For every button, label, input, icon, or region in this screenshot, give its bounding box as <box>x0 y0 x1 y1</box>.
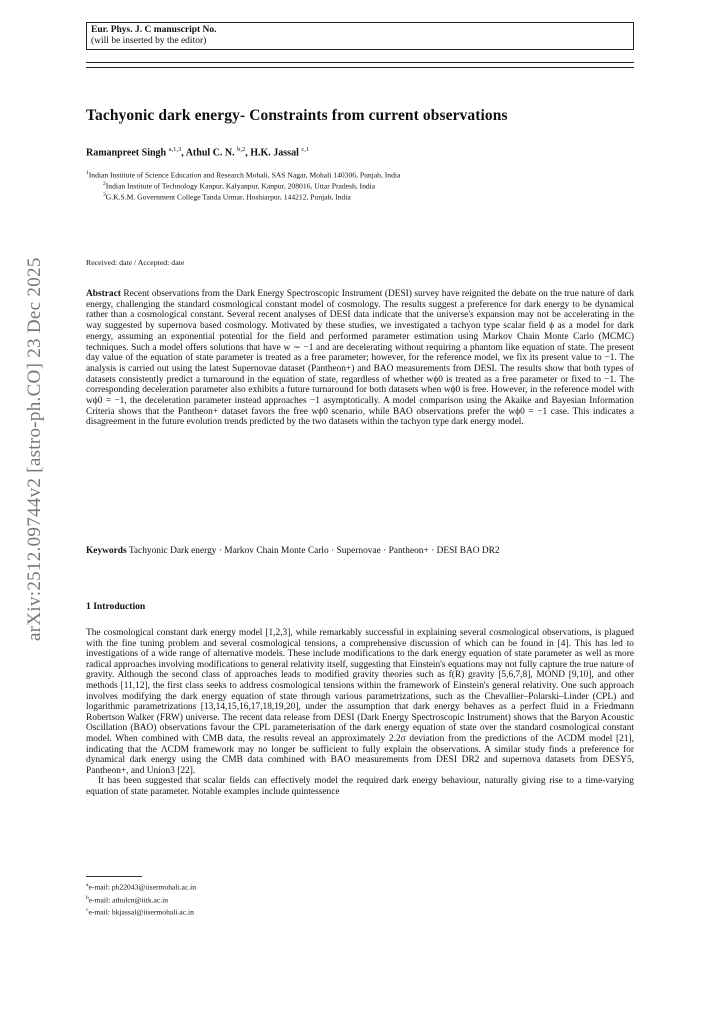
section-heading: 1 Introduction <box>86 601 146 612</box>
author-list: Ramanpreet Singh $^{a,1,3}$, Athul C. N. $^{b,2}$, H.K. Jassal $^{c,1}$ <box>86 146 310 159</box>
abstract <box>86 289 634 428</box>
keywords-label: Keywords <box>86 546 127 556</box>
author-marks: a,1,3 <box>168 146 182 153</box>
affiliation <box>103 190 351 203</box>
introduction-body <box>86 628 634 798</box>
footnote-mark: a <box>86 882 89 888</box>
journal-name: Eur. Phys. J. C manuscript No. <box>91 25 217 35</box>
abstract-label: Abstract <box>86 289 121 299</box>
footnote <box>86 893 196 906</box>
footnote-text: e-mail: hkjassal@iisermohali.ac.in <box>88 907 194 917</box>
abstract-text: Recent observations from the Dark Energy Spectroscopic Instrument (DESI) survey have reignited the debate on the true nature of dark energy, challenging the standard cosmological constant model of cosmology. The results suggest a preference for dark energy to be dynamical rather than a cosmological constant. Several recent analyses of DESI data indicate that the universe's expansion may not be accelerating in the way suggested by supernova based cosmology. Motivated by these studies, we investigated a tachyon type scalar field ϕ as a model for dark energy, assuming an exponential potential for the field and performed parameter estimation using Markov Chain Monte Carlo (MCMC) techniques. Such a model offers solutions that have w ∼ −1 and are decelerating without requiring a phantom like equation of state. The present day value of the equation of state parameter is treated as a free parameter; however, for the reference model, we fix its present value to −1. The analysis is carried out using the latest Supernovae dataset (Pantheon+) and BAO measurements from DESI. The results show that both types of datasets consistently predict a turnaround in the equation of state, regardless of whether wϕ0 is treated as a free parameter or fixed to −1. The corresponding deceleration parameter also exhibits a future turnaround for both datasets when wϕ0 is free. However, in the reference model with wϕ0 = −1, the deceleration parameter instead approaches −1 asymptotically. A model comparison using the Akaike and Bayesian Information Criteria shows that the Pantheon+ dataset favors the free wϕ0 scenario, while BAO observations prefer the wϕ0 = −1 case. This indicates a disagreement in the future evolution trends predicted by the two datasets within the tachyon type dark energy model. <box>86 289 635 428</box>
footnote <box>86 880 196 893</box>
affiliation-text: Indian Institute of Technology Kanpur, Kalyanpur, Kanpur, 208016, Uttar Pradesh, India <box>105 181 376 191</box>
footnote-rule <box>86 876 142 877</box>
author-marks: b,2 <box>237 146 246 153</box>
author-name: H.K. Jassal <box>250 147 299 159</box>
affiliation-mark: 3 <box>103 192 106 198</box>
arxiv-stamp: arXiv:2512.09744v2 [astro-ph.CO] 23 Dec 2025 <box>24 257 45 641</box>
affiliation-text: G.K.S.M. Government College Tanda Urmar, Hoshiarpur, 144212, Punjab, India <box>105 192 351 202</box>
paragraph: The cosmological constant dark energy model [1,2,3], while remarkably successful in explaining several cosmological observations, is plagued with the fine tuning problem and several cosmological tensions, a comprehensive discussion of which can be found in [4]. This has led to investigations of a wide range of alternative models. These include modifications to the dark energy equation of state parameter as well as more radical approaches involving modifications to general relativity itself, suggesting that Einstein's equations may not fully capture the true nature of gravity. Although the second class of approaches leads to modified gravity theories such as f(R) gravity [5,6,7,8], MOND [9,10], and other methods [11,12], the first class seeks to address cosmological tensions within the framework of Einstein's general relativity. One such approach involves modifying the dark energy equation of state through various parametrizations, such as the Chevallier–Polarski–Linder (CPL) and logarithmic parametrizations [13,14,15,16,17,18,19,20], under the assumption that dark energy behaves as a perfect fluid in a Friedmann Robertson Walker (FRW) universe. The recent data release from DESI (Dark Energy Spectroscopic Instrument) shows that the Baryon Acoustic Oscillation (BAO) observations favour the CPL parameterisation of the dark energy equation of state over the standard cosmological constant model. When combined with CMB data, the results reveal an approximately 2.2σ deviation from the predictions of the ΛCDM model [21], indicating that the ΛCDM framework may no longer be sufficient to fully explain the observations. A similar study finds a preference for dynamical dark energy using the CMB data combined with BAO measurements from DESI DR2 and supernova datasets from DESY5, Pantheon+, and Union3 [22]. <box>86 628 634 776</box>
footnote-text: e-mail: ph22043@iisermohali.ac.in <box>88 882 197 892</box>
footnotes <box>86 880 196 918</box>
footnote-mark: c <box>86 907 89 914</box>
header-rule-top <box>86 62 634 63</box>
author-marks: c,1 <box>301 146 310 153</box>
journal-header-box <box>86 22 634 50</box>
affiliation-text: Indian Institute of Science Education and Research Mohali, SAS Nagar, Mohali 140306, Punjab, India <box>88 170 401 180</box>
author-name: Ramanpreet Singh <box>86 147 167 159</box>
received-line: Received: date / Accepted: date <box>86 258 185 267</box>
journal-note: (will be inserted by the editor) <box>91 36 207 46</box>
affiliation-mark: 1 <box>86 170 89 176</box>
footnote-mark: b <box>86 894 89 901</box>
keywords-text: Tachyonic Dark energy · Markov Chain Monte Carlo · Supernovae · Pantheon+ · DESI BAO DR2 <box>128 546 500 556</box>
footnote-text: e-mail: athulcn@iitk.ac.in <box>88 895 169 905</box>
header-rule-bottom <box>86 67 634 68</box>
keywords <box>86 546 634 557</box>
paper-title: Tachyonic dark energy- Constraints from current observations <box>86 107 508 124</box>
paragraph: It has been suggested that scalar fields can effectively model the required dark energy behaviour, naturally giving rise to a time-varying equation of state parameter. Notable examples include quintessence <box>86 776 634 797</box>
footnote <box>86 905 196 918</box>
affiliation-mark: 2 <box>103 181 106 187</box>
author-name: Athul C. N. <box>185 147 235 159</box>
